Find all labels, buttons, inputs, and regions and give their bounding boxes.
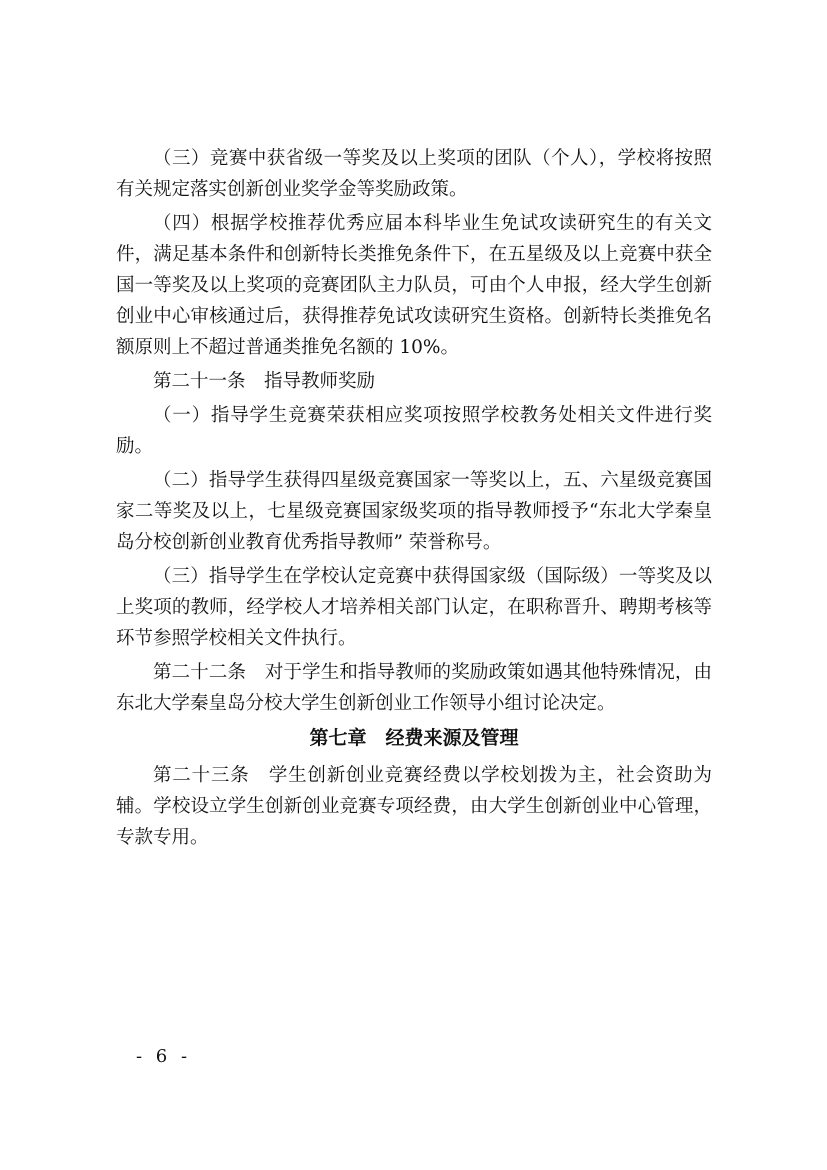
page-number: - 6 -	[136, 1046, 192, 1067]
article-21-title: 第二十一条 指导教师奖励	[153, 371, 376, 392]
paragraph-teacher-award-2: （二）指导学生获得四星级竞赛国家一等奖以上，五、六星级竞赛国家二等奖及以上，七星级竞赛国家级奖项的指导教师授予“东北大学秦皇岛分校创新创业教育优秀指导教师” 荣誉称号。	[116, 470, 712, 553]
chapter-heading: 第七章 经费来源及管理	[309, 727, 519, 749]
document-body	[116, 143, 712, 856]
article-22: 第二十二条 对于学生和指导教师的奖励政策如遇其他特殊情况，由东北大学秦皇岛分校大学生创新创业工作领导小组讨论决定。	[116, 662, 712, 714]
paragraph-award-scholarship: （三）竞赛中获省级一等奖及以上奖项的团队（个人），学校将按照有关规定落实创新创业奖学金等奖励政策。	[116, 148, 712, 200]
article-23: 第二十三条 学生创新创业竞赛经费以学校划拨为主，社会资助为辅。学校设立学生创新创业竞赛专项经费，由大学生创新创业中心管理，专款专用。	[116, 765, 712, 848]
paragraph-postgraduate-recommendation: （四）根据学校推荐优秀应届本科毕业生免试攻读研究生的有关文件，满足基本条件和创新特长类推免条件下，在五星级及以上竞赛中获全国一等奖及以上奖项的竞赛团队主力队员，可由个人申报，经大学生创新创业中心审核通过后，获得推荐免试攻读研究生资格。创新特长类推免名额原则上不超过普通类推免名额的 10%。	[116, 213, 712, 358]
paragraph-teacher-award-1: （一）指导学生竞赛荣获相应奖项按照学校教务处相关文件进行奖励。	[116, 405, 712, 457]
paragraph-teacher-award-3: （三）指导学生在学校认定竞赛中获得国家级（国际级）一等奖及以上奖项的教师，经学校人才培养相关部门认定，在职称晋升、聘期考核等环节参照学校相关文件执行。	[116, 566, 712, 649]
